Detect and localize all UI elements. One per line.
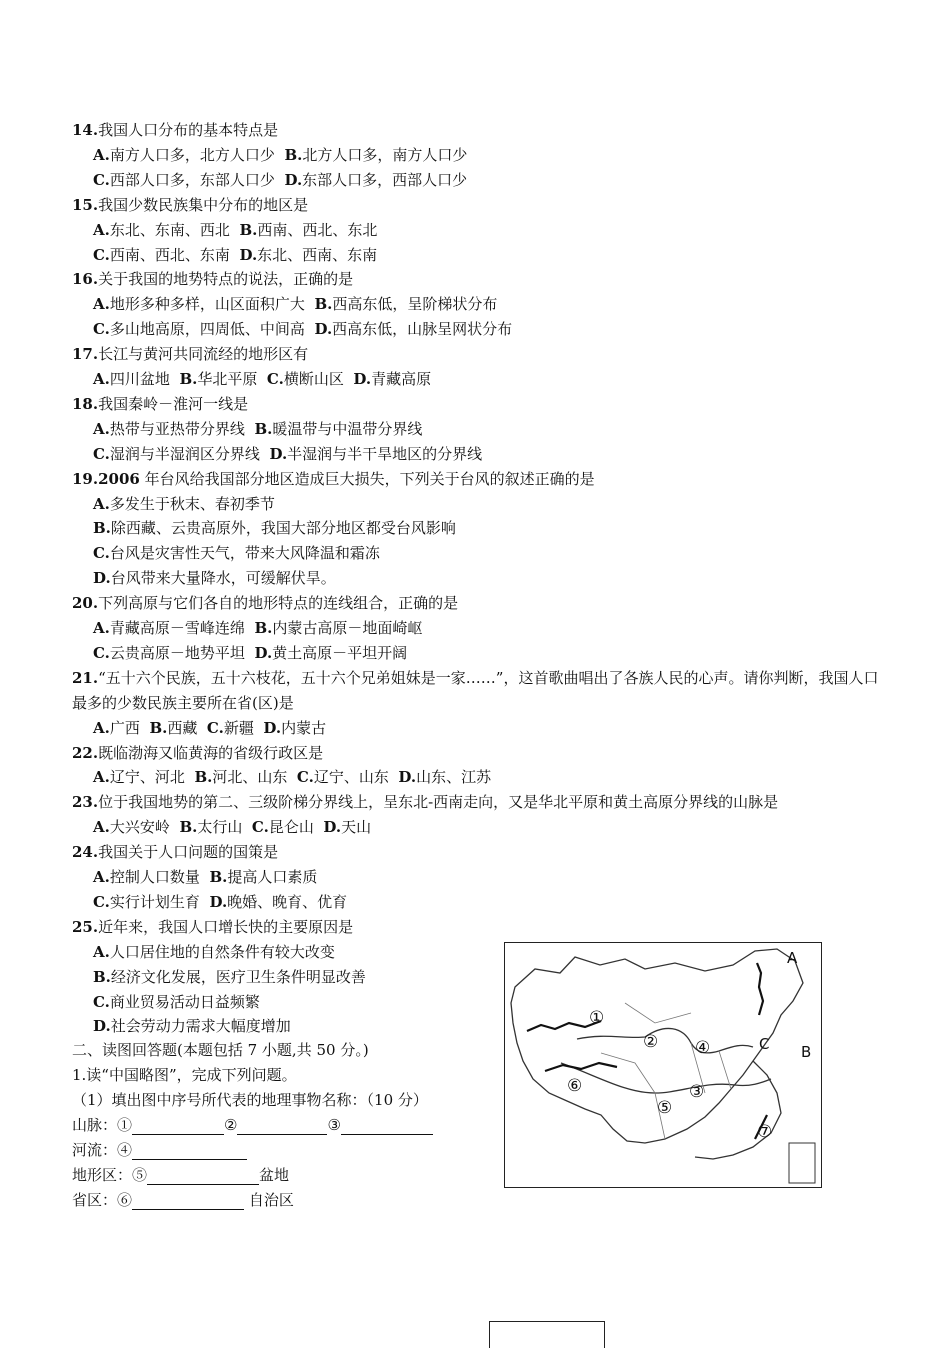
- question-stem: [72, 469, 595, 489]
- question-number: 24.: [72, 843, 99, 862]
- option-a[interactable]: [93, 768, 185, 786]
- question-stem: [72, 195, 308, 215]
- option-a[interactable]: [93, 719, 140, 737]
- option-text: 昆仑山: [268, 818, 314, 837]
- map-label-C: C: [759, 1035, 770, 1053]
- option-letter: A.: [93, 768, 110, 787]
- question-number: 25.: [72, 917, 99, 936]
- option-letter: D.: [93, 569, 111, 588]
- option-text: 北方人口多，南方人口少: [302, 145, 468, 164]
- option-text: 控制人口数量: [109, 868, 200, 886]
- question-number: 20.: [72, 594, 99, 613]
- option-row: [93, 294, 497, 314]
- option-b[interactable]: [93, 968, 366, 986]
- question-stem: [72, 593, 458, 613]
- option-letter: A.: [93, 145, 110, 164]
- option-d[interactable]: [398, 768, 491, 786]
- option-a[interactable]: [93, 943, 335, 961]
- marker-3: ③: [327, 1116, 341, 1134]
- question-text: 近年来，我国人口增长快的主要原因是: [98, 917, 354, 936]
- option-letter: B.: [149, 718, 168, 737]
- option-row: [93, 967, 366, 987]
- option-text: 西南、西北、东南: [109, 245, 230, 264]
- option-row: [93, 767, 491, 787]
- option-b[interactable]: [179, 370, 257, 388]
- option-text: 辽宁、河北: [109, 768, 185, 787]
- option-text: 黄土高原－平坦开阔: [272, 643, 408, 662]
- option-c[interactable]: [93, 644, 245, 662]
- question-text: 下列高原与它们各自的地形特点的连线组合，正确的是: [98, 594, 459, 613]
- option-letter: B.: [284, 145, 303, 164]
- option-text: 辽宁、山东: [313, 768, 389, 787]
- option-letter: C.: [206, 718, 224, 737]
- option-row: [93, 817, 371, 837]
- option-text: 地形多种多样，山区面积广大: [109, 295, 305, 314]
- question-text: 我国秦岭－淮河一线是: [98, 394, 249, 413]
- option-letter: D.: [353, 370, 372, 388]
- option-d[interactable]: [314, 320, 512, 338]
- option-text: 台风是灾害性天气，带来大风降温和霜冻: [109, 544, 380, 563]
- map-number-7: ⑦: [757, 1122, 773, 1142]
- option-letter: C.: [266, 370, 284, 388]
- option-b[interactable]: [284, 146, 467, 164]
- option-row: [93, 992, 260, 1012]
- option-letter: D.: [269, 444, 288, 463]
- option-c[interactable]: [93, 544, 380, 562]
- option-letter: A.: [93, 942, 110, 961]
- option-text: 天山: [341, 818, 372, 837]
- option-letter: A.: [93, 295, 110, 314]
- option-a[interactable]: [93, 495, 275, 513]
- answer-row-river: [72, 1140, 247, 1160]
- option-letter: D.: [314, 320, 333, 339]
- option-letter: C.: [93, 992, 110, 1011]
- option-text: 东部人口多，西部人口少: [302, 170, 468, 189]
- option-row: [93, 867, 317, 887]
- option-d[interactable]: [209, 893, 347, 911]
- option-text: 横断山区: [283, 370, 344, 388]
- option-letter: D.: [254, 643, 273, 662]
- option-letter: B.: [254, 619, 273, 637]
- option-text: 太行山: [197, 818, 243, 837]
- option-text: 暖温带与中温带分界线: [272, 419, 423, 438]
- blank-1[interactable]: [132, 1118, 224, 1135]
- answer-row-mountains: [72, 1115, 433, 1135]
- option-letter: B.: [254, 419, 273, 438]
- question-text: 我国人口分布的基本特点是: [98, 121, 279, 139]
- option-text: 新疆: [223, 718, 254, 737]
- option-letter: C.: [251, 818, 269, 837]
- option-letter: A.: [93, 818, 110, 837]
- option-c[interactable]: [93, 893, 200, 911]
- option-b[interactable]: [194, 768, 287, 786]
- option-d[interactable]: [284, 171, 467, 189]
- option-letter: D.: [284, 170, 303, 189]
- option-letter: C.: [93, 643, 110, 662]
- option-text: 经济文化发展，医疗卫生条件明显改善: [110, 967, 366, 986]
- option-row: [93, 220, 377, 240]
- option-text: 山东、江苏: [416, 768, 492, 787]
- option-c[interactable]: [93, 320, 305, 338]
- option-letter: D.: [263, 718, 282, 737]
- option-row: [93, 892, 347, 912]
- option-letter: A.: [93, 419, 110, 438]
- answer-row-landform: [72, 1165, 289, 1185]
- option-row: [93, 319, 512, 339]
- question-text: 年台风给我国部分地区造成巨大损失，下列关于台风的叙述正确的是: [139, 469, 595, 488]
- landform-suffix: 盆地: [259, 1166, 290, 1184]
- blank-4[interactable]: [132, 1143, 247, 1160]
- question-text: 长江与黄河共同流经的地形区有: [98, 345, 309, 364]
- question-number: 14.: [72, 121, 99, 139]
- province-lines: [601, 1003, 731, 1139]
- option-b[interactable]: [254, 420, 422, 438]
- question-text: 位于我国地势的第二、三级阶梯分界线上，呈东北-西南走向，又是华北平原和黄土高原分界线的山脉是: [98, 793, 779, 812]
- option-b[interactable]: [93, 519, 456, 537]
- option-letter: B.: [314, 295, 333, 314]
- option-c[interactable]: [207, 719, 254, 737]
- option-row: [93, 494, 275, 514]
- question-number: 22.: [72, 743, 99, 762]
- map-number-5: ⑤: [657, 1098, 673, 1118]
- option-letter: C.: [93, 444, 110, 463]
- south-sea-inset: [789, 1143, 815, 1183]
- option-a[interactable]: [93, 295, 305, 313]
- map-number-3: ③: [689, 1082, 705, 1102]
- option-text: 多山地高原，四周低、中间高: [109, 320, 305, 339]
- option-b[interactable]: [314, 295, 497, 313]
- option-text: 大兴安岭: [109, 818, 170, 837]
- option-text: 东北、西南、东南: [257, 245, 378, 264]
- option-text: 台风带来大量降水，可缓解伏旱。: [110, 569, 336, 588]
- marker-6: ⑥: [117, 1191, 133, 1209]
- question-text: 我国少数民族集中分布的地区是: [98, 195, 309, 214]
- question-stem: [72, 269, 353, 289]
- option-a[interactable]: [93, 619, 245, 637]
- question-text: 既临渤海又临黄海的省级行政区是: [98, 743, 324, 762]
- option-letter: A.: [93, 619, 110, 637]
- map-number-4: ④: [695, 1038, 711, 1058]
- option-letter: A.: [93, 370, 110, 388]
- option-d[interactable]: [353, 370, 431, 388]
- option-text: 青藏高原－雪峰连绵: [109, 619, 245, 637]
- option-letter: B.: [209, 868, 228, 886]
- blank-2[interactable]: [237, 1118, 327, 1135]
- yellow-river: [577, 1028, 753, 1052]
- section2-q1: 1.读“中国略图”，完成下列问题。: [72, 1066, 297, 1084]
- option-letter: A.: [93, 868, 110, 886]
- option-letter: C.: [93, 320, 110, 339]
- option-text: 内蒙古: [281, 718, 327, 737]
- question-number: 19.2006: [72, 469, 140, 488]
- question-number: 18.: [72, 394, 99, 413]
- option-letter: B.: [239, 220, 258, 239]
- question-text: 我国关于人口问题的国策是: [98, 843, 279, 862]
- option-b[interactable]: [149, 719, 197, 737]
- option-text: 人口居住地的自然条件有较大改变: [109, 942, 335, 961]
- option-row: [93, 568, 336, 588]
- question-number: 23.: [72, 793, 99, 812]
- option-letter: C.: [93, 170, 110, 189]
- option-text: 西高东低，呈阶梯状分布: [332, 295, 498, 314]
- option-row: [93, 170, 467, 190]
- option-text: 青藏高原: [371, 370, 432, 388]
- question-number: 15.: [72, 195, 99, 214]
- option-letter: A.: [93, 718, 110, 737]
- option-row: [93, 245, 377, 265]
- option-letter: C.: [93, 245, 110, 264]
- option-row: [93, 444, 482, 464]
- option-text: 除西藏、云贵高原外，我国大部分地区都受台风影响: [110, 519, 456, 538]
- landform-label: 地形区：: [72, 1166, 133, 1184]
- option-row: [93, 718, 326, 738]
- option-a[interactable]: [93, 420, 245, 438]
- option-text: 东北、东南、西北: [109, 220, 230, 239]
- option-a[interactable]: [93, 146, 275, 164]
- option-d[interactable]: [269, 445, 482, 463]
- river-label: 河流：: [72, 1141, 118, 1159]
- question-stem: [72, 792, 778, 812]
- option-letter: D.: [239, 245, 258, 264]
- option-d[interactable]: [93, 1017, 291, 1035]
- answer-row-province: [72, 1190, 294, 1210]
- option-row: [93, 643, 407, 663]
- option-text: 实行计划生育: [109, 892, 200, 911]
- option-text: 内蒙古高原－地面崎岖: [272, 619, 423, 637]
- map-drawing: [505, 943, 821, 1187]
- option-text: 云贵高原－地势平坦: [109, 643, 245, 662]
- map-number-6: ⑥: [567, 1076, 583, 1096]
- option-c[interactable]: [93, 171, 275, 189]
- option-text: 多发生于秋末、春初季节: [109, 494, 275, 513]
- option-text: 西南、西北、东北: [257, 220, 378, 239]
- option-d[interactable]: [323, 818, 371, 836]
- option-letter: B.: [179, 370, 198, 388]
- blank-6[interactable]: [132, 1193, 244, 1210]
- option-b[interactable]: [239, 221, 377, 239]
- marker-2: ②: [224, 1116, 238, 1134]
- section2-sub1: （1）填出图中序号所代表的地理事物名称：（10 分）: [72, 1091, 428, 1109]
- option-row: [93, 518, 456, 538]
- province-suffix: 自治区: [248, 1191, 294, 1209]
- option-d[interactable]: [239, 246, 377, 264]
- option-letter: B.: [93, 519, 111, 538]
- option-letter: C.: [296, 768, 314, 787]
- option-a[interactable]: [93, 868, 200, 886]
- option-text: 半湿润与半干旱地区的分界线: [287, 444, 483, 463]
- option-letter: A.: [93, 494, 110, 513]
- marker-1: ①: [117, 1116, 133, 1134]
- question-text: 关于我国的地势特点的说法，正确的是: [98, 270, 354, 289]
- option-text: 社会劳动力需求大幅度增加: [110, 1017, 291, 1036]
- option-letter: D.: [209, 892, 228, 911]
- map-label-A: A: [787, 949, 798, 967]
- option-letter: D.: [323, 818, 342, 837]
- question-stem: [72, 842, 278, 862]
- marker-5: ⑤: [132, 1166, 148, 1184]
- option-row: [93, 942, 335, 962]
- question-number: 21.: [72, 668, 99, 687]
- option-a[interactable]: [93, 370, 170, 388]
- map-number-2: ②: [643, 1032, 659, 1052]
- option-text: 热带与亚热带分界线: [109, 419, 245, 438]
- option-c[interactable]: [267, 370, 344, 388]
- coastline: [695, 1061, 781, 1159]
- question-stem: [72, 917, 353, 937]
- option-c[interactable]: [93, 246, 230, 264]
- question-stem: [72, 743, 323, 763]
- option-text: 河北、山东: [212, 768, 288, 787]
- question-text: “五十六个民族，五十六枝花，五十六个兄弟姐妹是一家……”，这首歌曲唱出了各族人民的心声。请你判断，我国人口最多的少数民族主要所在省(区)是: [72, 668, 879, 712]
- yangtze-river: [561, 1063, 771, 1093]
- map-number-1: ①: [589, 1008, 605, 1028]
- option-text: 商业贸易活动日益频繁: [109, 992, 260, 1011]
- option-d[interactable]: [263, 719, 326, 737]
- option-text: 南方人口多，北方人口少: [109, 145, 275, 164]
- question-number: 16.: [72, 270, 99, 289]
- option-text: 西高东低，山脉呈网状分布: [332, 320, 513, 339]
- option-c[interactable]: [93, 445, 260, 463]
- option-letter: C.: [93, 892, 110, 911]
- option-letter: B.: [93, 967, 111, 986]
- option-letter: B.: [194, 768, 213, 787]
- option-row: [93, 419, 422, 439]
- option-row: [93, 145, 467, 165]
- option-letter: D.: [398, 768, 417, 787]
- question-stem: [72, 394, 248, 414]
- mountains-label: 山脉：: [72, 1116, 118, 1134]
- blank-5[interactable]: [147, 1168, 259, 1185]
- option-text: 晚婚、晚育、优育: [227, 892, 348, 911]
- question-stem: [72, 344, 308, 364]
- question-stem: [72, 666, 882, 716]
- china-sketch-map: [504, 942, 822, 1188]
- question-stem: [72, 120, 278, 140]
- option-row: [93, 369, 431, 389]
- section2-header: 二、读图回答题(本题包括 7 小题,共 50 分。): [72, 1041, 369, 1059]
- option-a[interactable]: [93, 818, 170, 836]
- option-text: 四川盆地: [109, 370, 170, 388]
- option-text: 西藏: [167, 718, 198, 737]
- option-c[interactable]: [93, 993, 260, 1011]
- option-b[interactable]: [209, 868, 317, 886]
- option-d[interactable]: [254, 644, 407, 662]
- option-letter: C.: [93, 544, 110, 563]
- option-letter: D.: [93, 1017, 111, 1036]
- option-row: [93, 543, 380, 563]
- option-d[interactable]: [93, 569, 336, 587]
- option-text: 提高人口素质: [227, 868, 318, 886]
- option-c[interactable]: [252, 818, 314, 836]
- option-c[interactable]: [297, 768, 389, 786]
- option-text: 广西: [109, 718, 140, 737]
- blank-3[interactable]: [341, 1118, 433, 1135]
- option-row: [93, 618, 422, 638]
- option-a[interactable]: [93, 221, 230, 239]
- option-text: 华北平原: [197, 370, 258, 388]
- question-number: 17.: [72, 345, 99, 364]
- province-label: 省区：: [72, 1191, 118, 1209]
- marker-4: ④: [117, 1141, 133, 1159]
- option-letter: B.: [179, 818, 198, 837]
- option-row: [93, 1016, 291, 1036]
- option-b[interactable]: [179, 818, 242, 836]
- option-letter: A.: [93, 220, 110, 239]
- option-text: 西部人口多，东部人口少: [109, 170, 275, 189]
- map-label-B: B: [801, 1043, 812, 1061]
- option-text: 湿润与半湿润区分界线: [109, 444, 260, 463]
- option-b[interactable]: [254, 619, 422, 637]
